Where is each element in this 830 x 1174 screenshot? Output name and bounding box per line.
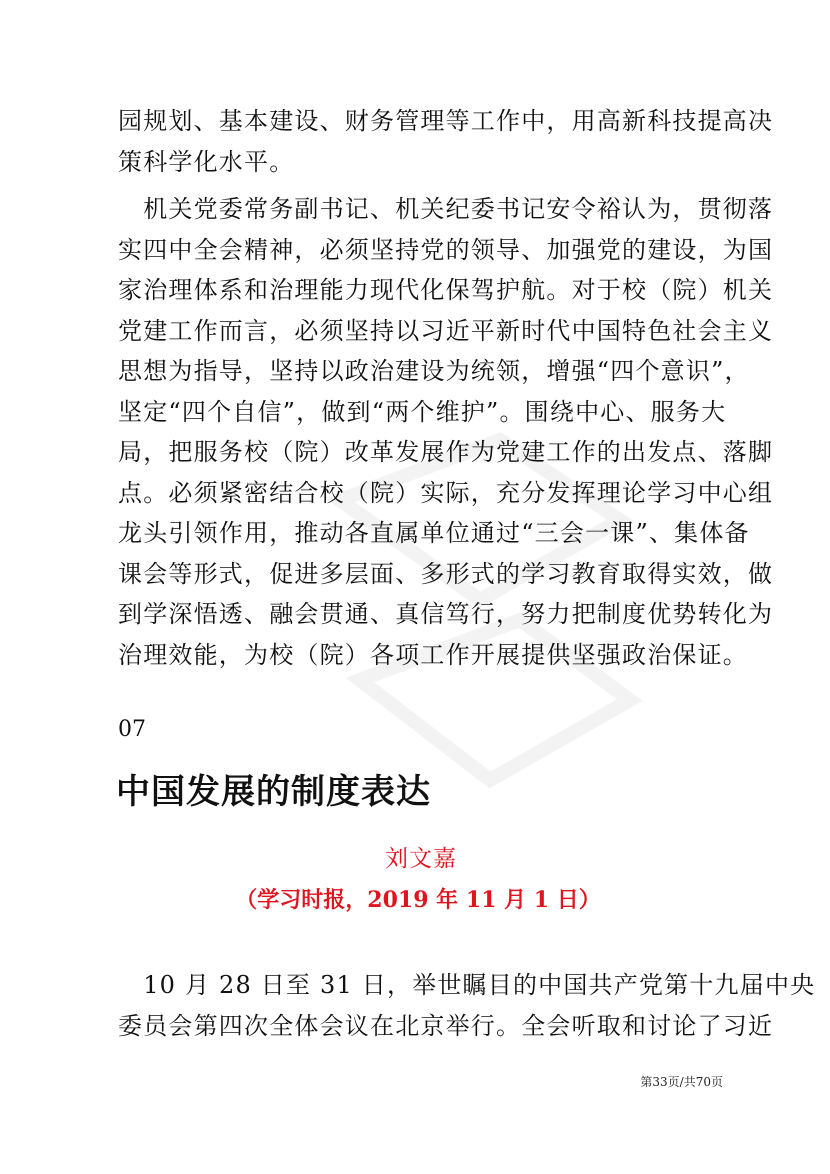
text-line: 到学深悟透、融会贯通、真信笃行，努力把制度优势转化为	[118, 600, 774, 628]
text-line: 策科学化水平。	[118, 147, 295, 176]
text-line: 10 月 28 日至 31 日，举世瞩目的中国共产党第十九届中央	[118, 971, 816, 999]
text-line: 课会等形式，促进多层面、多形式的学习教育取得实效，做	[118, 559, 774, 588]
paragraph-continued	[118, 101, 774, 182]
text-line: 治理效能，为校（院）各项工作开展提供坚强政治保证。	[118, 640, 748, 669]
text-line: 龙头引领作用，推动各直属单位通过“三会一课”、集体备	[118, 519, 750, 547]
text-line: 思想为指导，坚持以政治建设为统领，增强“四个意识”，	[118, 357, 750, 385]
section-number: 07	[118, 717, 146, 742]
text-line: 机关党委常务副书记、机关纪委书记安令裕认为，贯彻落	[118, 195, 774, 223]
text-line: 园规划、基本建设、财务管理等工作中，用高新科技提高决	[118, 107, 774, 135]
paragraph-article-intro	[118, 965, 816, 1046]
article-title: 中国发展的制度表达	[116, 772, 431, 812]
paragraph-anlingyu	[118, 189, 774, 675]
text-line: 局，把服务校（院）改革发展作为党建工作的出发点、落脚	[118, 438, 774, 466]
text-line: 党建工作而言，必须坚持以习近平新时代中国特色社会主义	[118, 316, 774, 345]
page-number: 第33页/共70页	[640, 1075, 723, 1089]
text-line: 实四中全会精神，必须坚持党的领导、加强党的建设，为国	[118, 235, 774, 264]
article-source: （学习时报，2019 年 11 月 1 日）	[235, 887, 601, 913]
article-author: 刘文嘉	[385, 846, 457, 872]
text-line: 点。必须紧密结合校（院）实际，充分发挥理论学习中心组	[118, 478, 774, 507]
text-line: 坚定“四个自信”，做到“两个维护”。围绕中心、服务大	[118, 397, 727, 426]
text-line: 家治理体系和治理能力现代化保驾护航。对于校（院）机关	[118, 276, 774, 304]
text-line: 委员会第四次全体会议在北京举行。全会听取和讨论了习近	[118, 1011, 774, 1040]
